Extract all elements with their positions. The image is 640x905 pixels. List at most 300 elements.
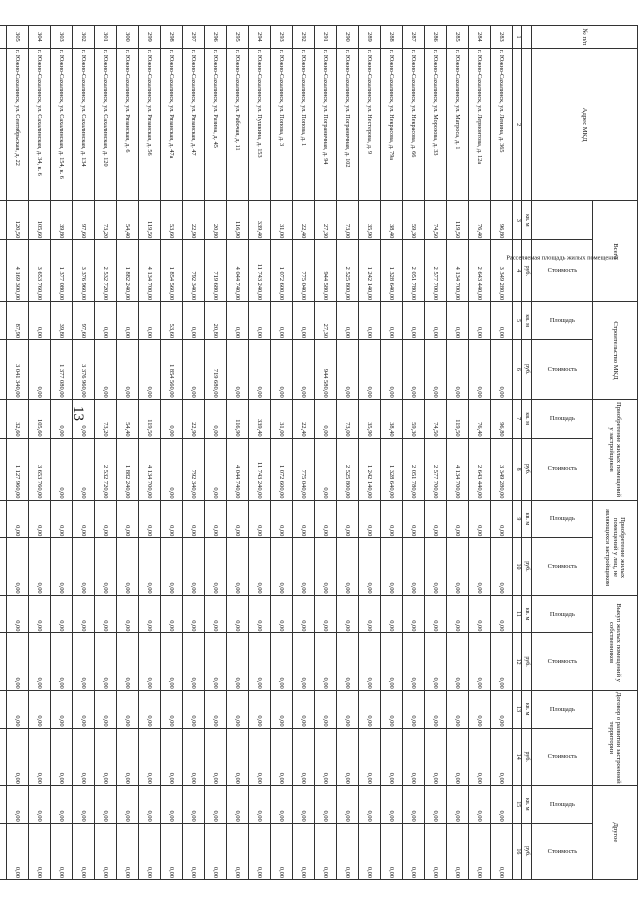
column-number: 3 <box>513 201 522 240</box>
cell-total-cost: 2 051 780,00 <box>403 240 425 302</box>
cell-development-cost: 0,00 <box>425 728 447 785</box>
cell-development-cost: 0,00 <box>469 728 491 785</box>
cell-acq-nondevelopers-area: 0,00 <box>491 500 513 538</box>
resettlement-table <box>0 25 638 880</box>
cell-total-cost: 2 532 720,00 <box>95 240 117 302</box>
cell-acq-nondevelopers-cost: 0,00 <box>183 538 205 595</box>
cell-acq-nondevelopers-cost: 0,00 <box>51 538 73 595</box>
table-row <box>95 26 117 880</box>
row-number: 290 <box>337 26 359 49</box>
cell-acq-developers-area: 54,40 <box>117 399 139 438</box>
cell-total-area <box>0 201 7 240</box>
cell-development-cost: 0,00 <box>7 728 29 785</box>
cell-development-area: 0,00 <box>117 690 139 728</box>
row-address: г. Южно-Сахалинск, ул. Сахалинская, д. 120 <box>95 48 117 200</box>
cell-other-area: 0,00 <box>381 785 403 823</box>
cell-construction-cost: 0,00 <box>95 340 117 400</box>
cell-redemption-cost: 0,00 <box>161 633 183 690</box>
cell-redemption-area: 0,00 <box>469 595 491 633</box>
cell-other-cost: 0,00 <box>469 823 491 879</box>
row-address: г. Южно-Сахалинск, ул. Сахалинская, д. 34, к. 6 <box>29 48 51 200</box>
row-number: 297 <box>183 26 205 49</box>
cell-other-cost: 0,00 <box>249 823 271 879</box>
cell-construction-area: 0,00 <box>447 302 469 340</box>
row-address: г. Южно-Сахалинск, ул. Ленина, д. 365 <box>491 48 513 200</box>
cell-total-area: 20,80 <box>205 201 227 240</box>
cell-acq-nondevelopers-cost: 0,00 <box>205 538 227 595</box>
cell-total-cost: 944 580,00 <box>315 240 337 302</box>
cell-development-area: 0,00 <box>205 690 227 728</box>
cell-acq-nondevelopers-cost: 0,00 <box>227 538 249 595</box>
cell-other-cost: 0,00 <box>293 823 315 879</box>
cell-redemption-cost: 0,00 <box>73 633 95 690</box>
row-address: г. Южно-Сахалинск, ул. Сентябрьская, д. 22 <box>7 48 29 200</box>
cell-development-area: 0,00 <box>227 690 249 728</box>
cell-construction-cost: 0,00 <box>29 340 51 400</box>
cell-construction-area: 20,80 <box>205 302 227 340</box>
unit-cost: руб. <box>522 340 532 400</box>
cell-acq-developers-cost: 4 134 700,00 <box>447 438 469 500</box>
cell-development-area: 0,00 <box>51 690 73 728</box>
unit-cost: руб. <box>522 438 532 500</box>
cell-acq-nondevelopers-cost: 0,00 <box>117 538 139 595</box>
cell-total-area: 116,90 <box>227 201 249 240</box>
cell-redemption-area: 0,00 <box>205 595 227 633</box>
cell-development-area: 0,00 <box>447 690 469 728</box>
cell-acq-nondevelopers-cost: 0,00 <box>7 538 29 595</box>
unit-area: кв. м <box>522 399 532 438</box>
cell-redemption-area: 0,00 <box>315 595 337 633</box>
cell-development-area: 0,00 <box>315 690 337 728</box>
cell-redemption-area: 0,00 <box>95 595 117 633</box>
table-row <box>161 26 183 880</box>
table-row <box>425 26 447 880</box>
cell-other-cost: 0,00 <box>403 823 425 879</box>
cell-other-area: 0,00 <box>469 785 491 823</box>
subheader-area: Площадь <box>532 785 593 823</box>
cell-acq-nondevelopers-area: 0,00 <box>95 500 117 538</box>
cell-total-area: 76,40 <box>469 201 491 240</box>
cell-acq-developers-area: 119,50 <box>139 399 161 438</box>
cell-total-area: 22,40 <box>293 201 315 240</box>
cell-construction-cost: 0,00 <box>183 340 205 400</box>
cell-redemption-cost: 0,00 <box>359 633 381 690</box>
cell-total-area: 119,50 <box>139 201 161 240</box>
cell-acq-nondevelopers-cost: 0,00 <box>139 538 161 595</box>
column-number: 10 <box>513 538 522 595</box>
cell-construction-cost: 1 377 080,00 <box>51 340 73 400</box>
cell-total-cost: 1 377 080,00 <box>51 240 73 302</box>
cell-other-area: 0,00 <box>249 785 271 823</box>
cell-acq-developers-cost: 11 743 240,00 <box>249 438 271 500</box>
unit-cost: руб. <box>522 728 532 785</box>
cell-total-cost: 2 525 800,00 <box>337 240 359 302</box>
cell-construction-cost: 3 376 960,00 <box>73 340 95 400</box>
cell-construction-area: 0,00 <box>95 302 117 340</box>
cell-redemption-area: 0,00 <box>161 595 183 633</box>
cell-acq-developers-area: 0,00 <box>315 399 337 438</box>
cell-acq-developers-area: 32,60 <box>7 399 29 438</box>
table-row <box>139 26 161 880</box>
cell-construction-cost <box>0 340 7 400</box>
column-number: 4 <box>513 240 522 302</box>
cell-development-area: 0,00 <box>7 690 29 728</box>
cell-redemption-area: 0,00 <box>337 595 359 633</box>
unit-area: кв. м <box>522 302 532 340</box>
row-number: 301 <box>95 26 117 49</box>
cell-acq-nondevelopers-area: 0,00 <box>139 500 161 538</box>
cell-redemption-area: 0,00 <box>403 595 425 633</box>
cell-redemption-area <box>0 595 7 633</box>
cell-acq-nondevelopers-area: 0,00 <box>161 500 183 538</box>
cell-total-cost: 1 854 560,00 <box>161 240 183 302</box>
cell-redemption-area: 0,00 <box>491 595 513 633</box>
cell-redemption-cost: 0,00 <box>139 633 161 690</box>
cell-acq-nondevelopers-cost: 0,00 <box>337 538 359 595</box>
cell-acq-developers-cost: 3 349 280,00 <box>491 438 513 500</box>
cell-other-cost: 0,00 <box>29 823 51 879</box>
cell-acq-developers-area: 0,00 <box>73 399 95 438</box>
cell-total-area: 74,50 <box>425 201 447 240</box>
page-number: 13 <box>70 406 86 421</box>
cell-acq-nondevelopers-area: 0,00 <box>73 500 95 538</box>
row-address: г. Южно-Сахалинск, ул. Сахалинская, д. 134 <box>73 48 95 200</box>
cell-development-cost: 0,00 <box>403 728 425 785</box>
cell-redemption-area: 0,00 <box>227 595 249 633</box>
cell-development-cost: 0,00 <box>293 728 315 785</box>
cell-acq-nondevelopers-cost: 0,00 <box>491 538 513 595</box>
table-row <box>51 26 73 880</box>
row-number: 302 <box>73 26 95 49</box>
cell-other-cost: 0,00 <box>161 823 183 879</box>
cell-total-cost: 2 577 700,00 <box>425 240 447 302</box>
cell-other-area: 0,00 <box>271 785 293 823</box>
cell-construction-area: 0,00 <box>271 302 293 340</box>
cell-acq-developers-area: 0,00 <box>51 399 73 438</box>
cell-acq-nondevelopers-area: 0,00 <box>447 500 469 538</box>
cell-redemption-area: 0,00 <box>359 595 381 633</box>
cell-acq-nondevelopers-cost: 0,00 <box>469 538 491 595</box>
cell-construction-area: 0,00 <box>337 302 359 340</box>
cell-other-cost: 0,00 <box>7 823 29 879</box>
column-number: 2 <box>513 48 522 200</box>
rotated-table-wrapper <box>10 25 638 880</box>
row-number: 305 <box>7 26 29 49</box>
cell-construction-cost: 0,00 <box>139 340 161 400</box>
unit-cost: руб. <box>522 823 532 879</box>
cell-acq-nondevelopers-area: 0,00 <box>7 500 29 538</box>
cell-other-area: 0,00 <box>447 785 469 823</box>
cell-construction-cost: 0,00 <box>425 340 447 400</box>
cell-construction-area: 27,30 <box>315 302 337 340</box>
cell-other-area: 0,00 <box>359 785 381 823</box>
header-total: Всего <box>593 201 638 302</box>
cell-other-area: 0,00 <box>183 785 205 823</box>
cell-development-cost: 0,00 <box>51 728 73 785</box>
cell-acq-developers-cost: 775 040,00 <box>293 438 315 500</box>
cell-acq-developers-area: 96,80 <box>491 399 513 438</box>
cell-total-cost: 11 743 240,00 <box>249 240 271 302</box>
cell-total-area: 97,60 <box>73 201 95 240</box>
cell-acq-developers-cost: 1 242 140,00 <box>359 438 381 500</box>
cell-development-area: 0,00 <box>73 690 95 728</box>
cell-construction-cost: 944 580,00 <box>315 340 337 400</box>
row-number: 286 <box>425 26 447 49</box>
cell-acq-nondevelopers-area: 0,00 <box>359 500 381 538</box>
cell-acq-nondevelopers-area: 0,00 <box>249 500 271 538</box>
row-address: г. Южно-Сахалинск, ул. Нестерова, д. 9 <box>359 48 381 200</box>
cell-total-area: 119,50 <box>447 201 469 240</box>
cell-acq-developers-area: 22,40 <box>293 399 315 438</box>
cell-development-cost <box>0 728 7 785</box>
cell-construction-area: 53,60 <box>161 302 183 340</box>
cell-other-area: 0,00 <box>29 785 51 823</box>
cell-construction-area: 39,80 <box>51 302 73 340</box>
cell-total-area: 54,40 <box>117 201 139 240</box>
cell-total-area: 22,90 <box>183 201 205 240</box>
cell-acq-developers-cost: 2 525 800,00 <box>337 438 359 500</box>
cell-acq-nondevelopers-area: 0,00 <box>29 500 51 538</box>
cell-acq-nondevelopers-area: 0,00 <box>337 500 359 538</box>
cell-redemption-cost: 0,00 <box>7 633 29 690</box>
cell-other-area: 0,00 <box>117 785 139 823</box>
cell-development-area: 0,00 <box>359 690 381 728</box>
row-number: 289 <box>359 26 381 49</box>
table-row <box>7 26 29 880</box>
cell-redemption-area: 0,00 <box>249 595 271 633</box>
cell-other-cost: 0,00 <box>183 823 205 879</box>
cell-redemption-cost <box>0 633 7 690</box>
cell-construction-area: 0,00 <box>227 302 249 340</box>
cell-construction-area: 0,00 <box>403 302 425 340</box>
cell-acq-developers-cost: 4 134 700,00 <box>139 438 161 500</box>
table-row <box>249 26 271 880</box>
cell-redemption-area: 0,00 <box>139 595 161 633</box>
table-row <box>29 26 51 880</box>
column-number: 15 <box>513 785 522 823</box>
cell-construction-area: 0,00 <box>183 302 205 340</box>
cell-development-area: 0,00 <box>249 690 271 728</box>
cell-construction-area: 0,00 <box>117 302 139 340</box>
cell-development-cost: 0,00 <box>337 728 359 785</box>
cell-acq-developers-cost: 2 532 720,00 <box>95 438 117 500</box>
row-number: 303 <box>51 26 73 49</box>
cell-total-cost: 4 134 700,00 <box>447 240 469 302</box>
column-number: 14 <box>513 728 522 785</box>
cell-acq-developers-area: 74,50 <box>425 399 447 438</box>
table-row <box>293 26 315 880</box>
cell-development-cost: 0,00 <box>447 728 469 785</box>
cell-acq-nondevelopers-area: 0,00 <box>117 500 139 538</box>
cell-total-cost: 3 376 960,00 <box>73 240 95 302</box>
cell-acq-nondevelopers-area: 0,00 <box>315 500 337 538</box>
cell-redemption-area: 0,00 <box>381 595 403 633</box>
header-acquisition-not-developers: Приобретение жилых помещений у лиц, не являющихся застройщиком <box>593 500 638 595</box>
cell-other-cost: 0,00 <box>205 823 227 879</box>
column-number: 16 <box>513 823 522 879</box>
row-number: 293 <box>271 26 293 49</box>
cell-other-cost: 0,00 <box>271 823 293 879</box>
cell-construction-area: 0,00 <box>381 302 403 340</box>
cell-development-area: 0,00 <box>491 690 513 728</box>
cell-other-area: 0,00 <box>293 785 315 823</box>
cell-acq-developers-cost: 0,00 <box>51 438 73 500</box>
column-number: 7 <box>513 399 522 438</box>
cell-construction-area <box>0 302 7 340</box>
cell-redemption-area: 0,00 <box>51 595 73 633</box>
cell-other-cost: 0,00 <box>425 823 447 879</box>
cell-development-cost: 0,00 <box>139 728 161 785</box>
cell-construction-area: 0,00 <box>469 302 491 340</box>
row-number <box>0 26 7 49</box>
cell-total-cost: 3 653 760,00 <box>29 240 51 302</box>
cell-other-area: 0,00 <box>161 785 183 823</box>
header-no: № п/п <box>532 26 638 49</box>
cell-total-area: 53,60 <box>161 201 183 240</box>
cell-redemption-cost: 0,00 <box>29 633 51 690</box>
cell-construction-area: 97,60 <box>73 302 95 340</box>
cell-redemption-cost: 0,00 <box>205 633 227 690</box>
unit-cell <box>522 26 532 49</box>
unit-area: кв. м <box>522 201 532 240</box>
cell-other-cost: 0,00 <box>337 823 359 879</box>
cell-total-area: 120,50 <box>7 201 29 240</box>
cell-redemption-cost: 0,00 <box>337 633 359 690</box>
cell-acq-developers-area: 59,30 <box>403 399 425 438</box>
cell-acq-developers-area <box>0 399 7 438</box>
row-number: 294 <box>249 26 271 49</box>
cell-redemption-cost: 0,00 <box>249 633 271 690</box>
cell-total-area: 38,40 <box>381 201 403 240</box>
row-address: г. Южно-Сахалинск, ул. Попова, д. 1 <box>293 48 315 200</box>
cell-redemption-cost: 0,00 <box>315 633 337 690</box>
table-row <box>403 26 425 880</box>
cell-development-area: 0,00 <box>271 690 293 728</box>
cell-acq-nondevelopers-area: 0,00 <box>403 500 425 538</box>
cell-acq-nondevelopers-area <box>0 500 7 538</box>
cell-total-cost: 4 044 740,00 <box>227 240 249 302</box>
table-row <box>73 26 95 880</box>
column-number: 11 <box>513 595 522 633</box>
cell-development-area: 0,00 <box>139 690 161 728</box>
cell-total-cost: 775 040,00 <box>293 240 315 302</box>
cell-development-area: 0,00 <box>29 690 51 728</box>
cell-total-cost: 1 242 140,00 <box>359 240 381 302</box>
cell-development-area: 0,00 <box>403 690 425 728</box>
cell-development-area: 0,00 <box>337 690 359 728</box>
cell-acq-developers-cost: 2 051 780,00 <box>403 438 425 500</box>
row-address <box>0 48 7 200</box>
header-address: Адрес МКД <box>532 48 638 200</box>
cell-acq-nondevelopers-cost: 0,00 <box>293 538 315 595</box>
header-construction: Строительство МКД <box>593 302 638 399</box>
cell-development-area <box>0 690 7 728</box>
row-number: 292 <box>293 26 315 49</box>
table-row <box>337 26 359 880</box>
column-number: 12 <box>513 633 522 690</box>
cell-total-cost <box>0 240 7 302</box>
table-row <box>359 26 381 880</box>
cell-construction-cost: 0,00 <box>249 340 271 400</box>
cell-acq-developers-cost: 0,00 <box>205 438 227 500</box>
cell-acq-nondevelopers-area: 0,00 <box>381 500 403 538</box>
cell-acq-developers-cost: 1 882 240,00 <box>117 438 139 500</box>
cell-acq-developers-cost: 4 044 740,00 <box>227 438 249 500</box>
cell-development-area: 0,00 <box>293 690 315 728</box>
cell-development-area: 0,00 <box>183 690 205 728</box>
row-address: г. Южно-Сахалинск, ул. Некрасова, д. 66 <box>403 48 425 200</box>
cell-acq-nondevelopers-area: 0,00 <box>205 500 227 538</box>
row-address: г. Южно-Сахалинск, ул. Некрасова, д. 79а <box>381 48 403 200</box>
cell-acq-developers-cost: 2 643 440,00 <box>469 438 491 500</box>
cell-acq-developers-cost: 1 127 960,00 <box>7 438 29 500</box>
cell-acq-developers-cost: 1 328 640,00 <box>381 438 403 500</box>
row-number: 295 <box>227 26 249 49</box>
cell-other-area: 0,00 <box>139 785 161 823</box>
cell-redemption-cost: 0,00 <box>403 633 425 690</box>
row-address: г. Южно-Сахалинск, ул. Рязанская, д. 6 <box>117 48 139 200</box>
cell-other-area: 0,00 <box>51 785 73 823</box>
cell-construction-cost: 0,00 <box>227 340 249 400</box>
cell-acq-developers-cost: 2 577 700,00 <box>425 438 447 500</box>
row-address: г. Южно-Сахалинск, ул. Разина, д. 45 <box>205 48 227 200</box>
header-row-groups <box>593 26 638 880</box>
cell-acq-nondevelopers-cost: 0,00 <box>425 538 447 595</box>
cell-other-area: 0,00 <box>425 785 447 823</box>
subheader-cost: Стоимость <box>532 633 593 690</box>
cell-total-cost: 1 072 600,00 <box>271 240 293 302</box>
cell-total-cost: 792 340,00 <box>183 240 205 302</box>
table-row <box>381 26 403 880</box>
cell-other-area: 0,00 <box>491 785 513 823</box>
cell-redemption-cost: 0,00 <box>271 633 293 690</box>
subheader-area: Площадь <box>532 500 593 538</box>
table-row <box>227 26 249 880</box>
cell-acq-developers-area: 0,00 <box>205 399 227 438</box>
cell-redemption-cost: 0,00 <box>51 633 73 690</box>
row-address: г. Южно-Сахалинск, ул. Лермонтова, д. 12а <box>469 48 491 200</box>
row-number: 288 <box>381 26 403 49</box>
cell-construction-area: 87,90 <box>7 302 29 340</box>
unit-cell <box>522 48 532 200</box>
cell-development-cost: 0,00 <box>249 728 271 785</box>
cell-acq-nondevelopers-area: 0,00 <box>183 500 205 538</box>
subheader-cost: Стоимость <box>532 438 593 500</box>
cell-acq-developers-cost: 0,00 <box>315 438 337 500</box>
cell-acq-nondevelopers-area: 0,00 <box>469 500 491 538</box>
cell-redemption-cost: 0,00 <box>491 633 513 690</box>
cell-acq-developers-area: 0,00 <box>161 399 183 438</box>
cell-construction-cost: 0,00 <box>359 340 381 400</box>
cell-redemption-area: 0,00 <box>271 595 293 633</box>
subheader-area: Площадь <box>532 690 593 728</box>
cell-acq-developers-cost: 792 340,00 <box>183 438 205 500</box>
cell-other-cost: 0,00 <box>95 823 117 879</box>
cell-construction-cost: 3 041 340,00 <box>7 340 29 400</box>
row-address: г. Южно-Сахалинск, ул. Пограничная, д. 94 <box>315 48 337 200</box>
row-address: г. Южно-Сахалинск, ул. Попова, д. 3 <box>271 48 293 200</box>
cell-total-area: 27,30 <box>315 201 337 240</box>
cell-construction-area: 0,00 <box>425 302 447 340</box>
row-address: г. Южно-Сахалинск, ул. Рязанская, д. 47а <box>161 48 183 200</box>
row-number: 298 <box>161 26 183 49</box>
cell-development-cost: 0,00 <box>161 728 183 785</box>
cell-total-cost: 3 349 280,00 <box>491 240 513 302</box>
cell-total-area: 96,80 <box>491 201 513 240</box>
cell-acq-developers-area: 22,90 <box>183 399 205 438</box>
cell-total-area: 339,40 <box>249 201 271 240</box>
cell-total-area: 73,20 <box>95 201 117 240</box>
